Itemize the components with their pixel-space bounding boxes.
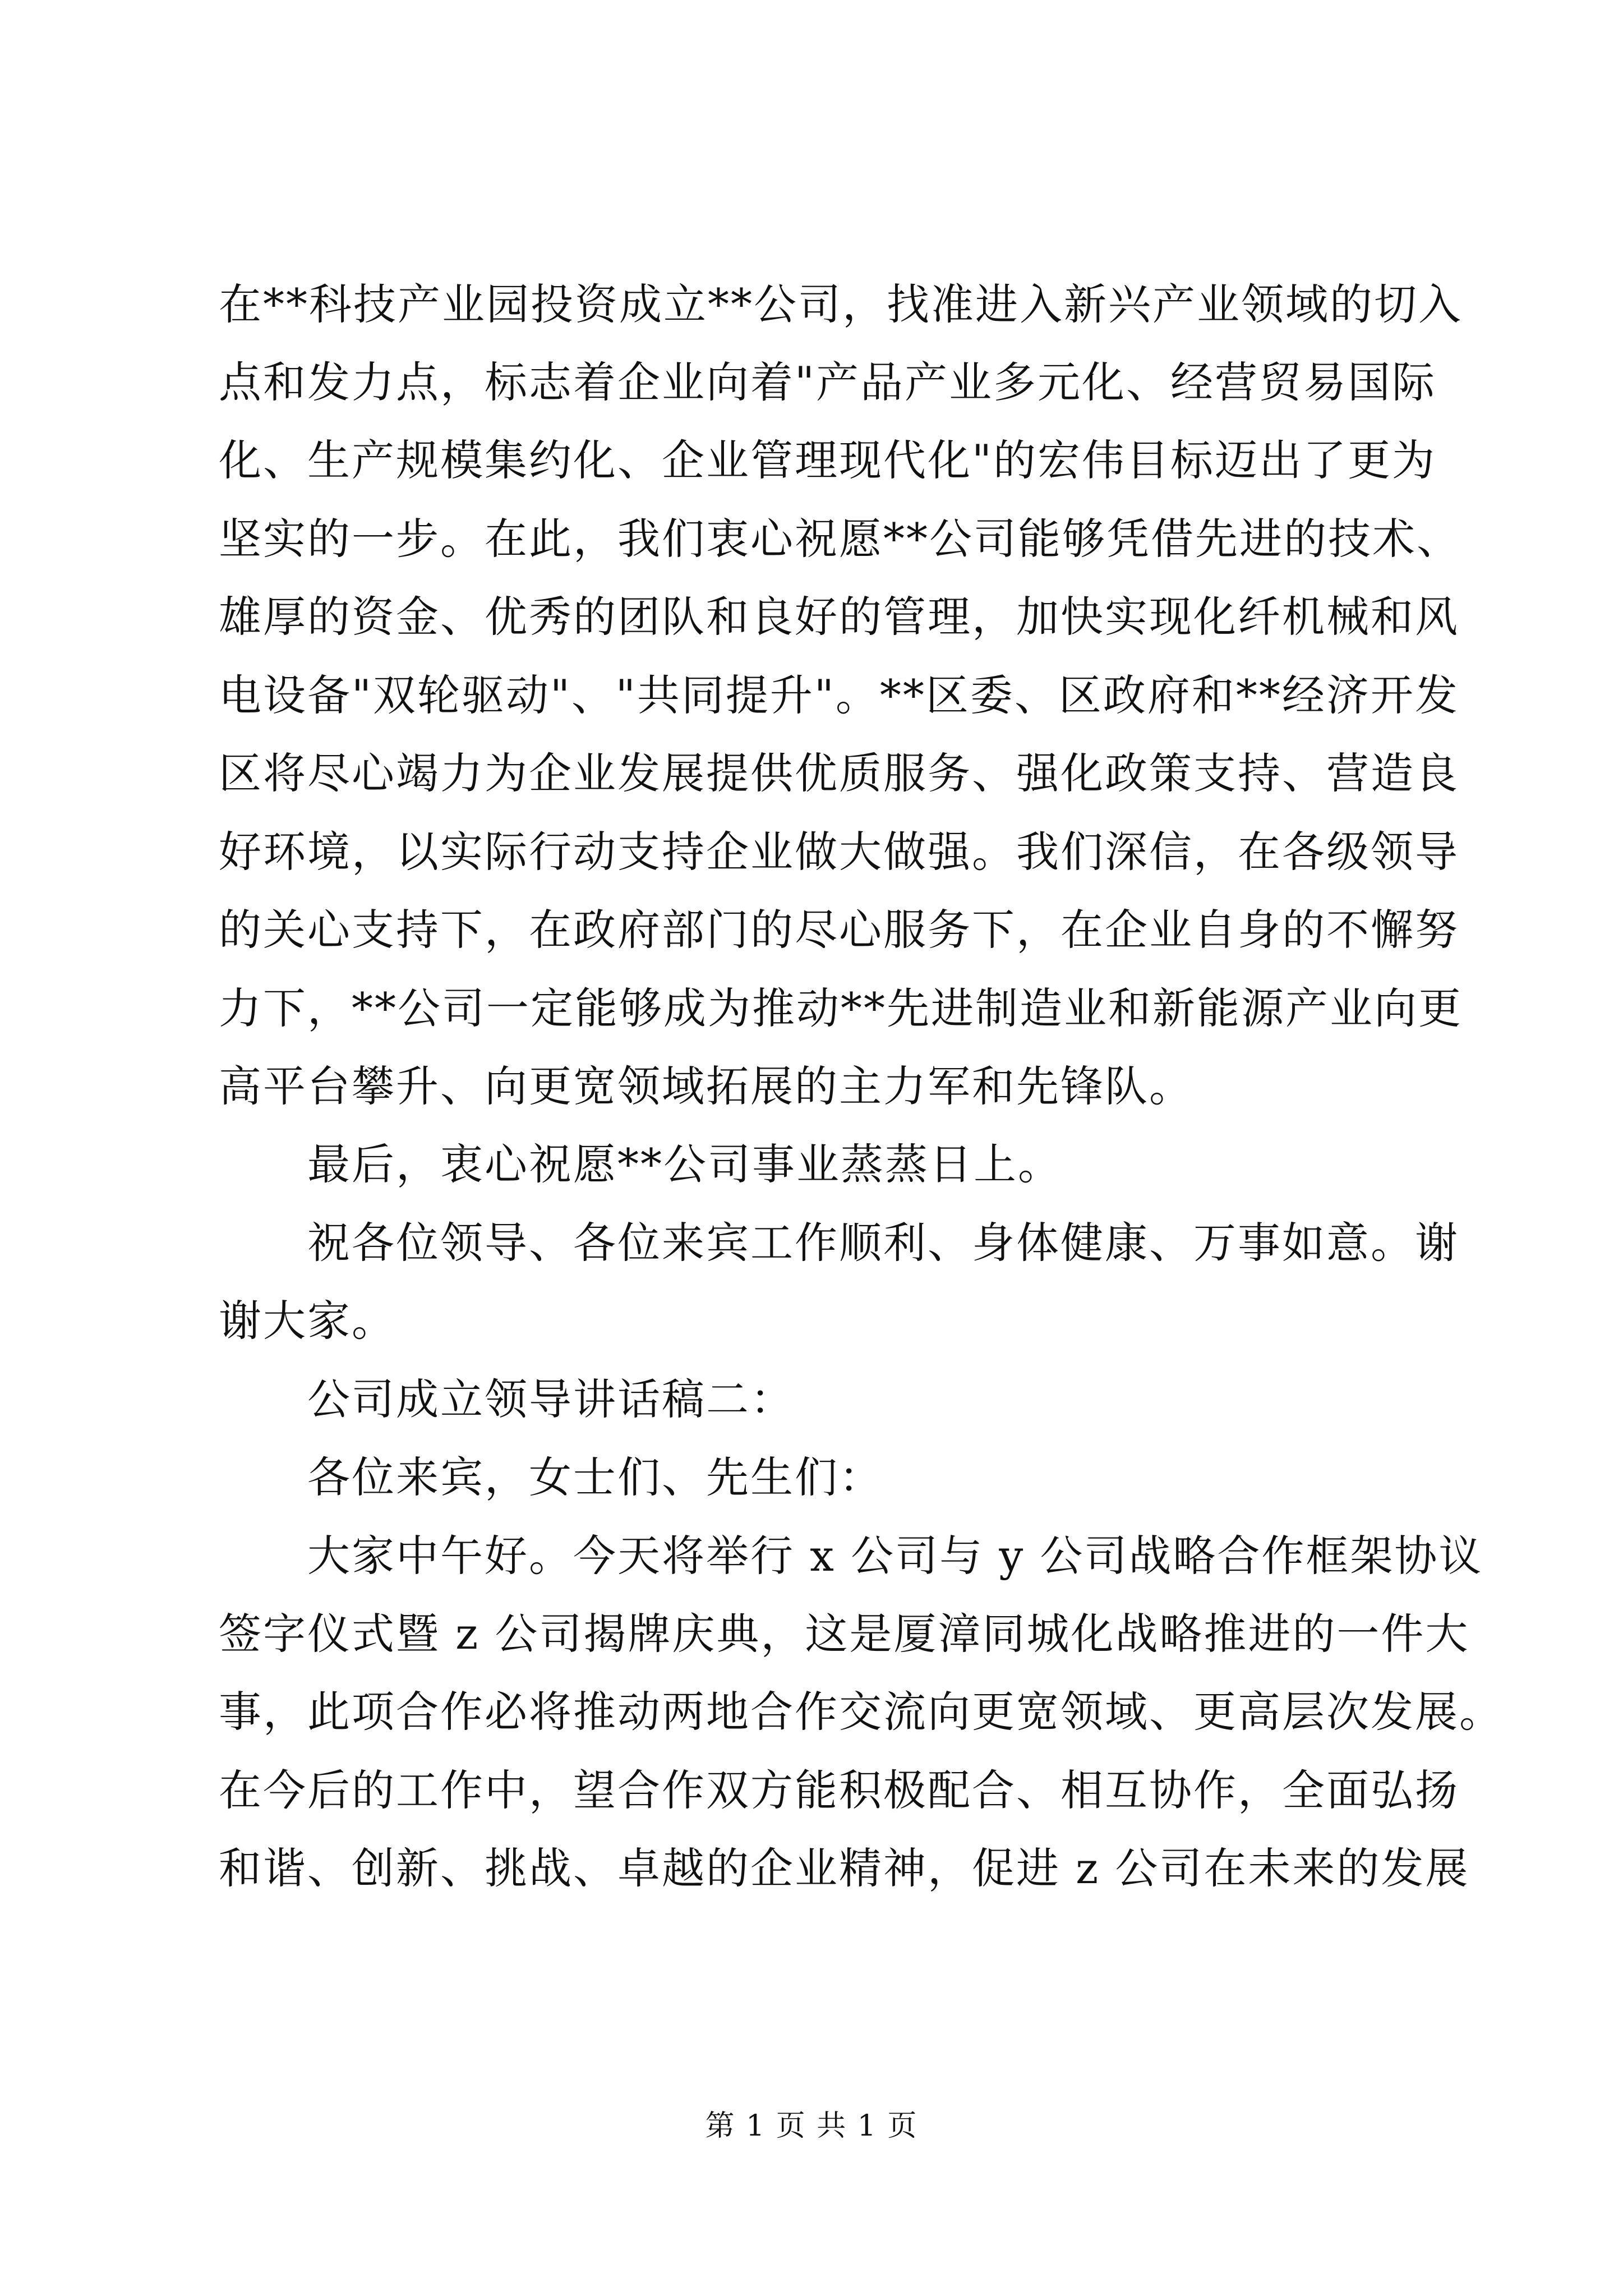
text-line: 坚实的一步。在此，我们衷心祝愿**公司能够凭借先进的技术、 [219, 514, 1461, 564]
text-line: 大家中午好。今天将举行 x 公司与 y 公司战略合作框架协议 [219, 1531, 1483, 1581]
text-line: 高平台攀升、向更宽领域拓展的主力军和先锋队。 [219, 1061, 1193, 1111]
text-line: 力下，**公司一定能够成为推动**先进制造业和新能源产业向更 [219, 983, 1463, 1033]
text-line: 在**科技产业园投资成立**公司，找准进入新兴产业领域的切入 [219, 279, 1463, 329]
text-line: 最后，衷心祝愿**公司事业蒸蒸日上。 [219, 1139, 1062, 1189]
text-line: 签字仪式暨 z 公司揭牌庆典，这是厦漳同城化战略推进的一件大 [219, 1609, 1470, 1659]
text-line: 的关心支持下，在政府部门的尽心服务下，在企业自身的不懈努 [219, 905, 1459, 955]
page-number-footer: 第 1 页 共 1 页 [705, 2109, 918, 2143]
text-line: 谢大家。 [219, 1296, 396, 1346]
text-line: 祝各位领导、各位来宾工作顺利、身体健康、万事如意。谢 [219, 1218, 1459, 1268]
text-line: 各位来宾，女士们、先生们： [219, 1452, 883, 1502]
text-line: 化、生产规模集约化、企业管理现代化"的宏伟目标迈出了更为 [219, 435, 1436, 485]
text-line: 电设备"双轮驱动"、"共同提升"。**区委、区政府和**经济开发 [219, 670, 1459, 720]
text-line: 点和发力点，标志着企业向着"产品产业多元化、经营贸易国际 [219, 357, 1436, 407]
text-line: 在今后的工作中，望合作双方能积极配合、相互协作，全面弘扬 [219, 1765, 1459, 1815]
text-line: 雄厚的资金、优秀的团队和良好的管理，加快实现化纤机械和风 [219, 592, 1459, 642]
text-line: 事，此项合作必将推动两地合作交流向更宽领域、更高层次发展。 [219, 1687, 1504, 1737]
section-heading: 公司成立领导讲话稿二： [219, 1374, 795, 1424]
text-line: 区将尽心竭力为企业发展提供优质服务、强化政策支持、营造良 [219, 748, 1459, 798]
text-line: 和谐、创新、挑战、卓越的企业精神，促进 z 公司在未来的发展 [219, 1843, 1470, 1893]
text-line: 好环境，以实际行动支持企业做大做强。我们深信，在各级领导 [219, 827, 1459, 877]
